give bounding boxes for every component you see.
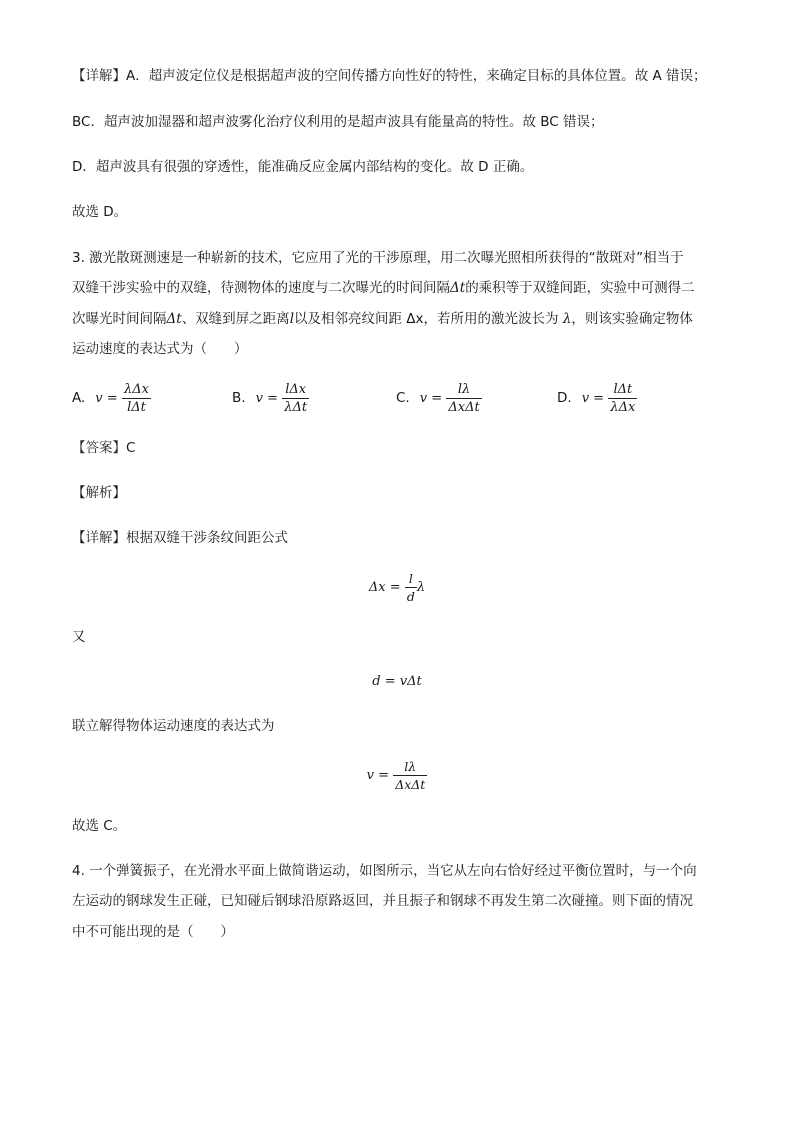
- q3-text: 的乘积等于双缝间距，实验中可测得二: [465, 280, 695, 296]
- option-lhs: v =: [255, 390, 278, 406]
- q3-text: 以及相邻亮纹间距 Δx，若所用的激光波长为: [294, 311, 559, 327]
- detail-line-d: D．超声波具有很强的穿透性，能准确反应金属内部结构的变化。故 D 正确。: [72, 159, 534, 175]
- option-lhs: v =: [419, 390, 443, 406]
- q3-stem-line4: 运动速度的表达式为（ ）: [72, 341, 248, 357]
- delta-t-symbol: Δt: [450, 280, 466, 296]
- denominator: λΔx: [610, 399, 636, 415]
- q3-stem-line2: [72, 278, 695, 298]
- q4-stem-line3: 中不可能出现的是（ ）: [72, 924, 234, 940]
- option-b: [232, 378, 309, 418]
- conclusion-q3: 故选 C。: [72, 818, 127, 834]
- option-letter: B.: [232, 390, 246, 406]
- denominator: λΔt: [284, 399, 308, 415]
- option-letter: A.: [72, 390, 86, 406]
- option-fraction: [282, 382, 309, 415]
- formula-lhs: Δx =: [368, 579, 401, 595]
- q4-stem-line2: 左运动的钢球发生正碰，已知碰后钢球沿原路返回，并且振子和钢球不再发生第二次碰撞。则下面的情况: [72, 893, 693, 909]
- option-c: [396, 378, 482, 418]
- also-text: 又: [72, 629, 86, 645]
- numerator: l: [408, 570, 413, 586]
- answer-line: [72, 438, 135, 458]
- q3-stem-line1: 3. 激光散斑测速是一种崭新的技术，它应用了光的干涉原理，用二次曝光照相所获得的“散斑对”相当于: [72, 250, 684, 266]
- q3-stem-line3: [72, 309, 693, 329]
- numerator: lΔt: [613, 381, 633, 397]
- numerator: lΔx: [285, 381, 307, 397]
- option-letter: C.: [396, 390, 410, 406]
- formula-fraction: [405, 571, 417, 604]
- formula-d: d = vΔt: [372, 673, 422, 689]
- option-d: [557, 378, 637, 418]
- q3-text: ，则该实验确定物体: [571, 311, 693, 327]
- formula-velocity: [0, 754, 794, 796]
- denominator: d: [406, 588, 415, 604]
- denominator: ΔxΔt: [395, 776, 426, 792]
- numerator: lλ: [404, 758, 417, 774]
- numerator: λΔx: [123, 381, 149, 397]
- option-fraction: [608, 382, 637, 415]
- detail-line-bc: BC．超声波加湿器和超声波雾化治疗仪利用的是超声波具有能量高的特性。故 BC 错误；: [72, 114, 604, 130]
- detail-intro: 【详解】根据双缝干涉条纹间距公式: [72, 530, 288, 546]
- q4-stem-line1: 4. 一个弹簧振子，在光滑水平面上做简谐运动，如图所示，当它从左向右恰好经过平衡位置时，与一个向: [72, 863, 697, 879]
- formula-fraction: [393, 759, 427, 792]
- detail-line-a: 【详解】A．超声波定位仪是根据超声波的空间传播方向性好的特性，来确定目标的具体位置。故 A 错误；: [72, 68, 707, 84]
- conclusion-prev: 故选 D。: [72, 204, 128, 220]
- denominator: lΔt: [122, 398, 151, 415]
- lambda-symbol: λ: [562, 311, 572, 327]
- option-a: [72, 378, 151, 418]
- analysis-tag: 【解析】: [72, 485, 126, 501]
- answer-tag: 【答案】: [72, 440, 126, 456]
- option-fraction: [122, 382, 151, 415]
- delta-t-symbol: Δt: [166, 311, 182, 327]
- answer-value: C: [126, 440, 136, 456]
- q3-text: 、双缝到屏之距离: [181, 311, 290, 327]
- option-letter: D.: [557, 390, 572, 406]
- option-lhs: v =: [581, 390, 605, 406]
- q3-text: 双缝干涉实验中的双缝，待测物体的速度与二次曝光的时间间隔: [72, 280, 450, 296]
- denominator: ΔxΔt: [448, 399, 480, 415]
- l-symbol: l: [289, 311, 295, 327]
- formula-fringe-spacing: [0, 566, 794, 608]
- combine-text: 联立解得物体运动速度的表达式为: [72, 718, 275, 734]
- q3-text: 次曝光时间间隔: [72, 311, 167, 327]
- option-fraction: [446, 382, 481, 415]
- formula-tail: λ: [416, 579, 426, 595]
- numerator: lλ: [457, 381, 471, 397]
- option-lhs: v =: [95, 390, 118, 406]
- formula-lhs: v =: [366, 767, 390, 783]
